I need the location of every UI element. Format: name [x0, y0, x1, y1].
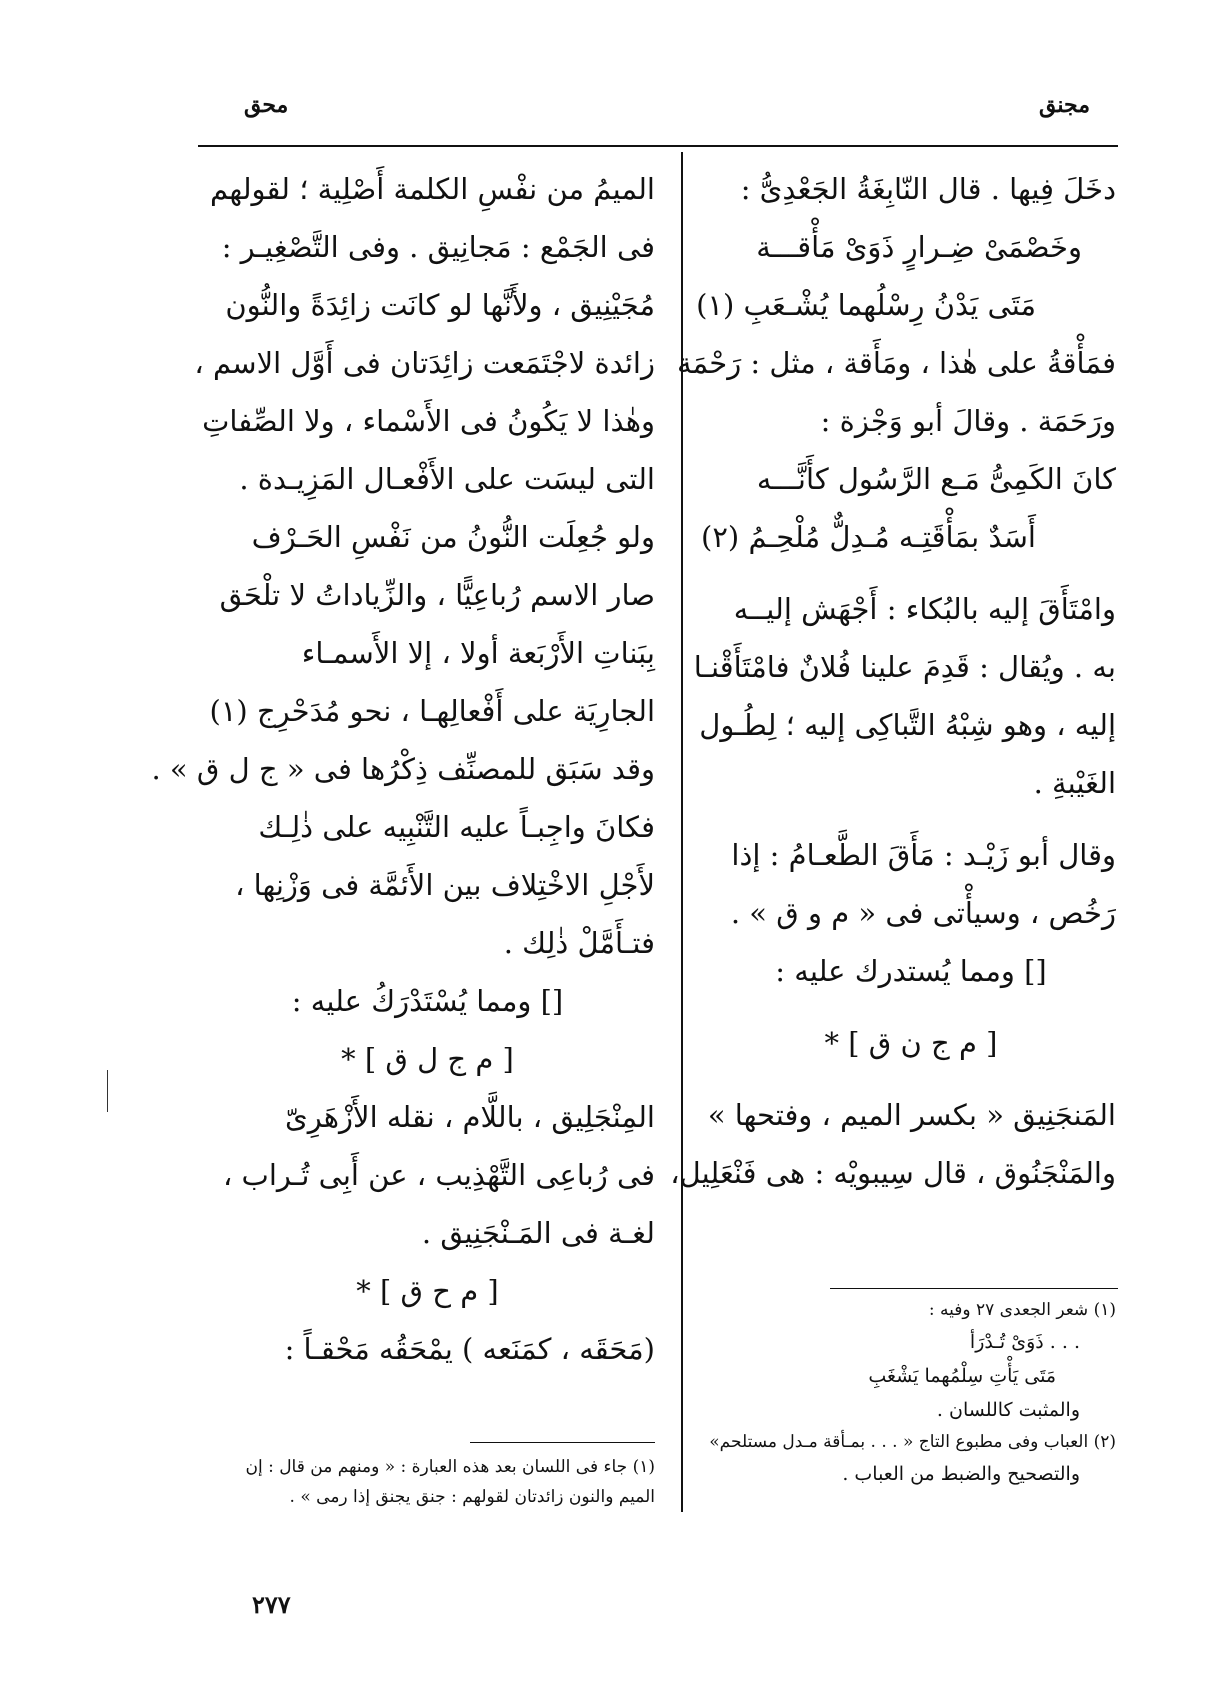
right-column: [670, 160, 1116, 1202]
header-rule: [198, 145, 1118, 147]
footnote-rule-left: [470, 1442, 655, 1443]
text-line: بِبَناتِ الأَرْبَعة أولا ، إلا الأَسمـاء: [301, 636, 655, 670]
text-line: فتـأَمَّلْ ذٰلِك .: [503, 926, 655, 960]
text-line: مُجَيْنِيق ، ولأَنَّها لو كانَت زائِدَةً والنُّون: [225, 288, 655, 322]
text-line: الميمُ من نفْسِ الكلمة أَصْلِية ؛ لقولهم: [210, 172, 655, 206]
running-header-left: محق: [244, 92, 289, 118]
entry-heading: [ م ج ن ق ] *: [824, 1026, 998, 1060]
margin-mark: [107, 1070, 108, 1112]
entry-heading: [ م ح ق ] *: [356, 1274, 499, 1308]
footnote-rule-right: [830, 1288, 1118, 1289]
text-line: ولو جُعِلَت النُّونُ من نَفْسِ الحَـرْف: [251, 520, 655, 554]
text-line: رَخُص ، وسيأْتى فى « م و ق » .: [730, 896, 1116, 930]
text-line: الغَيْبةِ .: [1033, 766, 1116, 800]
text-line: زائدة لاجْتَمَعت زائِدَتان فى أَوَّل الاسم ،: [194, 346, 655, 380]
verse-line: كانَ الكَمِىُّ مَـع الرَّسُول كأَنَّـــه: [756, 462, 1116, 496]
text-line: والمَنْجَنُوق ، قال سِيبويْه : هى فَنْعَلِيل،: [670, 1156, 1116, 1190]
footnotes-right: [706, 1295, 1116, 1491]
footnotes-left: [200, 1452, 655, 1512]
text-line: لغـة فى المَـنْجَنِيق .: [421, 1216, 655, 1250]
page-number: ٢٧٧: [252, 1590, 291, 1619]
text-line: وامْتَأَقَ إليه بالبُكاء : أَجْهَش إليــه: [733, 592, 1116, 626]
text-line: الجارِيَة على أَفْعالِهـا ، نحو مُدَحْرِج (١): [209, 694, 655, 728]
text-line: لأَجْلِ الاخْتِلاف بين الأَئمَّة فى وَزْنِها ،: [235, 868, 655, 902]
footnote-verse: مَتَى يَأْتِ سِلْمُهما يَشْغَبِ: [868, 1365, 1056, 1387]
footnote: (٢) العباب وفى مطبوع التاج « . . . بمـأقة مـدل مستلحم»: [709, 1432, 1116, 1452]
footnote: (١) شعر الجعدى ٢٧ وفيه :: [928, 1300, 1116, 1320]
supplement-note: [] ومما يُسْتَدْرَكُ عليه :: [291, 984, 564, 1018]
footnote-text: والمثبت كاللسان .: [936, 1399, 1080, 1421]
text-line: فى رُباعِى التَّهْذِيب ، عن أَبِى تُـراب ،: [222, 1158, 655, 1192]
text-line: وقد سَبَق للمصنِّف ذِكْرُها فى « ج ل ق » .: [151, 752, 655, 786]
text-line: ورَحَمَة . وقالَ أبو وَجْزة :: [820, 404, 1116, 438]
verse-line: أَسَدٌ بمَأْقَتِـه مُـدِلٌّ مُلْحِـمُ (٢): [701, 520, 1036, 554]
verse-line: وخَصْمَىْ ضِـرارٍ ذَوَىْ مَأْقـــة: [756, 230, 1082, 264]
text-line: المِنْجَلِيق ، باللَّام ، نقله الأَزْهَرِىّ: [285, 1100, 655, 1134]
text-line: وهٰذا لا يَكُونُ فى الأَسْماء ، ولا الصِّفاتِ: [202, 404, 655, 438]
text-line: فكانَ واجِبـاً عليه التَّنْبِيه على ذٰلِـك: [258, 810, 655, 844]
supplement-note: [] ومما يُستدرك عليه :: [775, 954, 1047, 988]
text-line: إليه ، وهو شِبْهُ التَّباكِى إليه ؛ لِطُـول: [699, 708, 1116, 742]
text-line: دخَلَ فِيها . قال النّابِغَةُ الجَعْدِىُّ :: [740, 172, 1116, 206]
footnote: (١) جاء فى اللسان بعد هذه العبارة : « ومنهم من قال : إن: [245, 1457, 655, 1477]
verse-line: مَتَى يَدْنُ رِسْلُهما يُشْـعَبِ (١): [696, 288, 1036, 322]
footnote-text: والتصحيح والضبط من العباب .: [842, 1463, 1080, 1485]
running-header-right: مجنق: [1039, 92, 1090, 118]
entry-heading: [ م ج ل ق ] *: [341, 1042, 514, 1076]
text-line: فى الجَمْع : مَجانِيق . وفى التَّصْغِيـر :: [221, 230, 655, 264]
text-line: المَنجَنِيق « بكسر الميم ، وفتحها »: [707, 1098, 1116, 1132]
footnote-verse: . . . ذَوَىْ تُـدْرَأ: [969, 1331, 1080, 1353]
text-line: صار الاسم رُباعِيًّا ، والزِّياداتُ لا تلْحَق: [219, 578, 655, 612]
text-line: التى ليسَت على الأَفْعـال المَزِيـدة .: [239, 462, 655, 496]
left-column: [151, 160, 655, 1378]
text-line: (مَحَقَه ، كمَنَعه ) يمْحَقُه مَحْقـاً :: [284, 1332, 655, 1366]
text-line: به . ويُقال : قَدِمَ علينا فُلانٌ فامْتَأَقْنـا: [693, 650, 1116, 684]
footnote-text: الميم والنون زائدتان لقولهم : جنق يجنق إذا رمى » .: [289, 1487, 655, 1507]
text-line: فمَأْقةُ على هٰذا ، ومَأَقة ، مثل : رَحْمَة: [676, 346, 1116, 380]
text-line: وقال أبو زَيْـد : مَأَقَ الطَّعـامُ : إذا: [731, 838, 1116, 872]
